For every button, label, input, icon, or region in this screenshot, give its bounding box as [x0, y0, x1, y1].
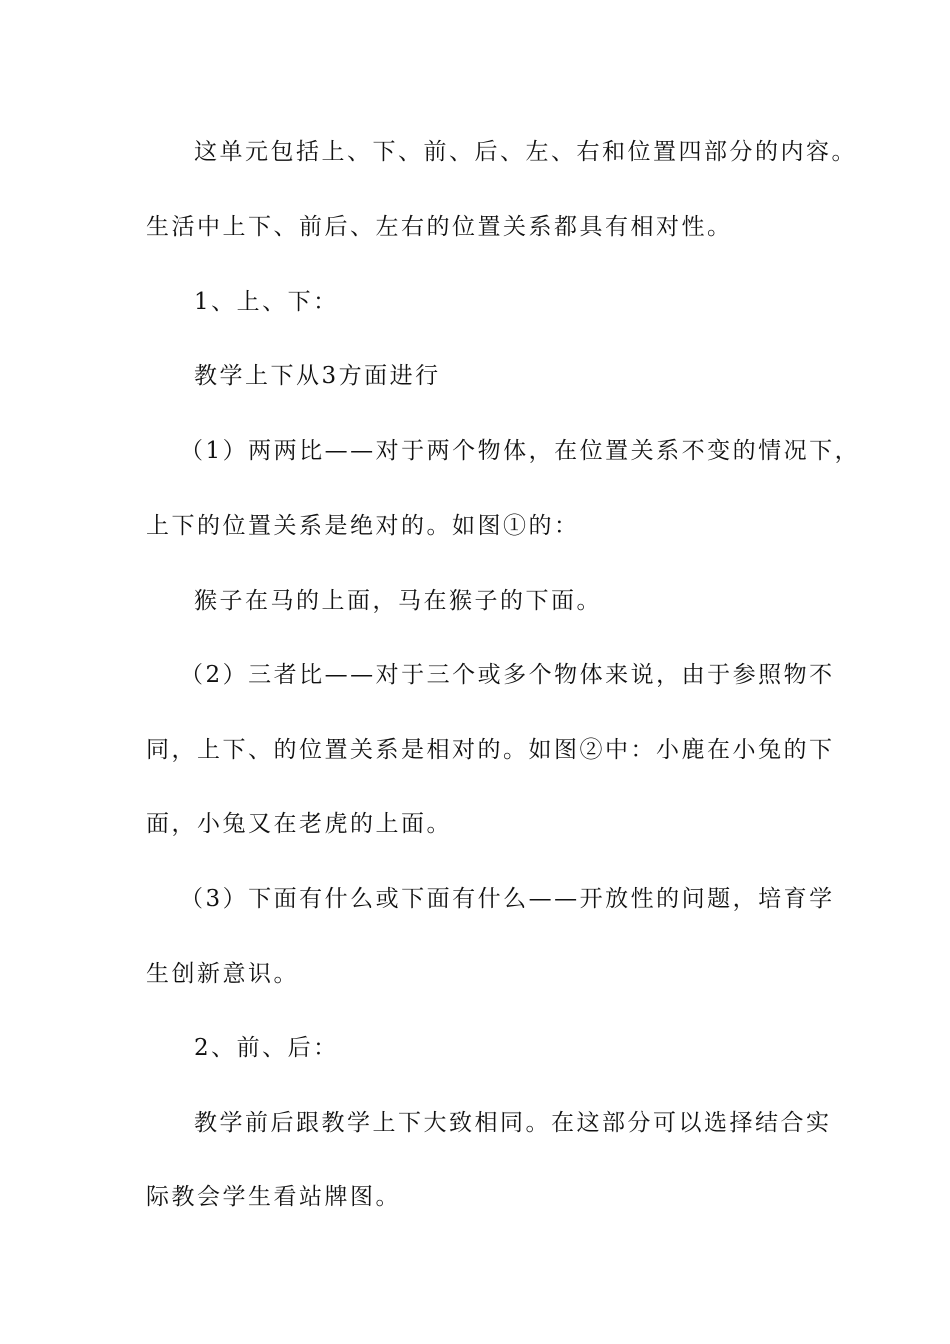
list-item-line: （2）三者比——对于三个或多个物体来说，由于参照物不 — [180, 662, 835, 688]
section-heading: 1、上、下： — [194, 289, 339, 315]
paragraph-line: 上下的位置关系是绝对的。如图①的： — [146, 513, 580, 539]
paragraph-line: 生创新意识。 — [146, 961, 299, 987]
section-heading: 2、前、后： — [194, 1035, 339, 1061]
paragraph-line: 同，上下、的位置关系是相对的。如图②中：小鹿在小兔的下 — [146, 737, 835, 763]
paragraph-line: 面，小兔又在老虎的上面。 — [146, 811, 452, 837]
paragraph-line: 际教会学生看站牌图。 — [146, 1184, 401, 1210]
paragraph-line: 教学前后跟教学上下大致相同。在这部分可以选择结合实 — [194, 1110, 832, 1136]
paragraph-line: 猴子在马的上面，马在猴子的下面。 — [194, 588, 602, 614]
list-item-line: （3）下面有什么或下面有什么——开放性的问题，培育学 — [180, 886, 835, 912]
list-item-line: （1）两两比——对于两个物体，在位置关系不变的情况下， — [180, 438, 861, 464]
paragraph-line: 生活中上下、前后、左右的位置关系都具有相对性。 — [146, 214, 733, 240]
paragraph-line: 教学上下从3方面进行 — [194, 363, 441, 389]
paragraph-line: 这单元包括上、下、前、后、左、右和位置四部分的内容。 — [194, 139, 857, 165]
